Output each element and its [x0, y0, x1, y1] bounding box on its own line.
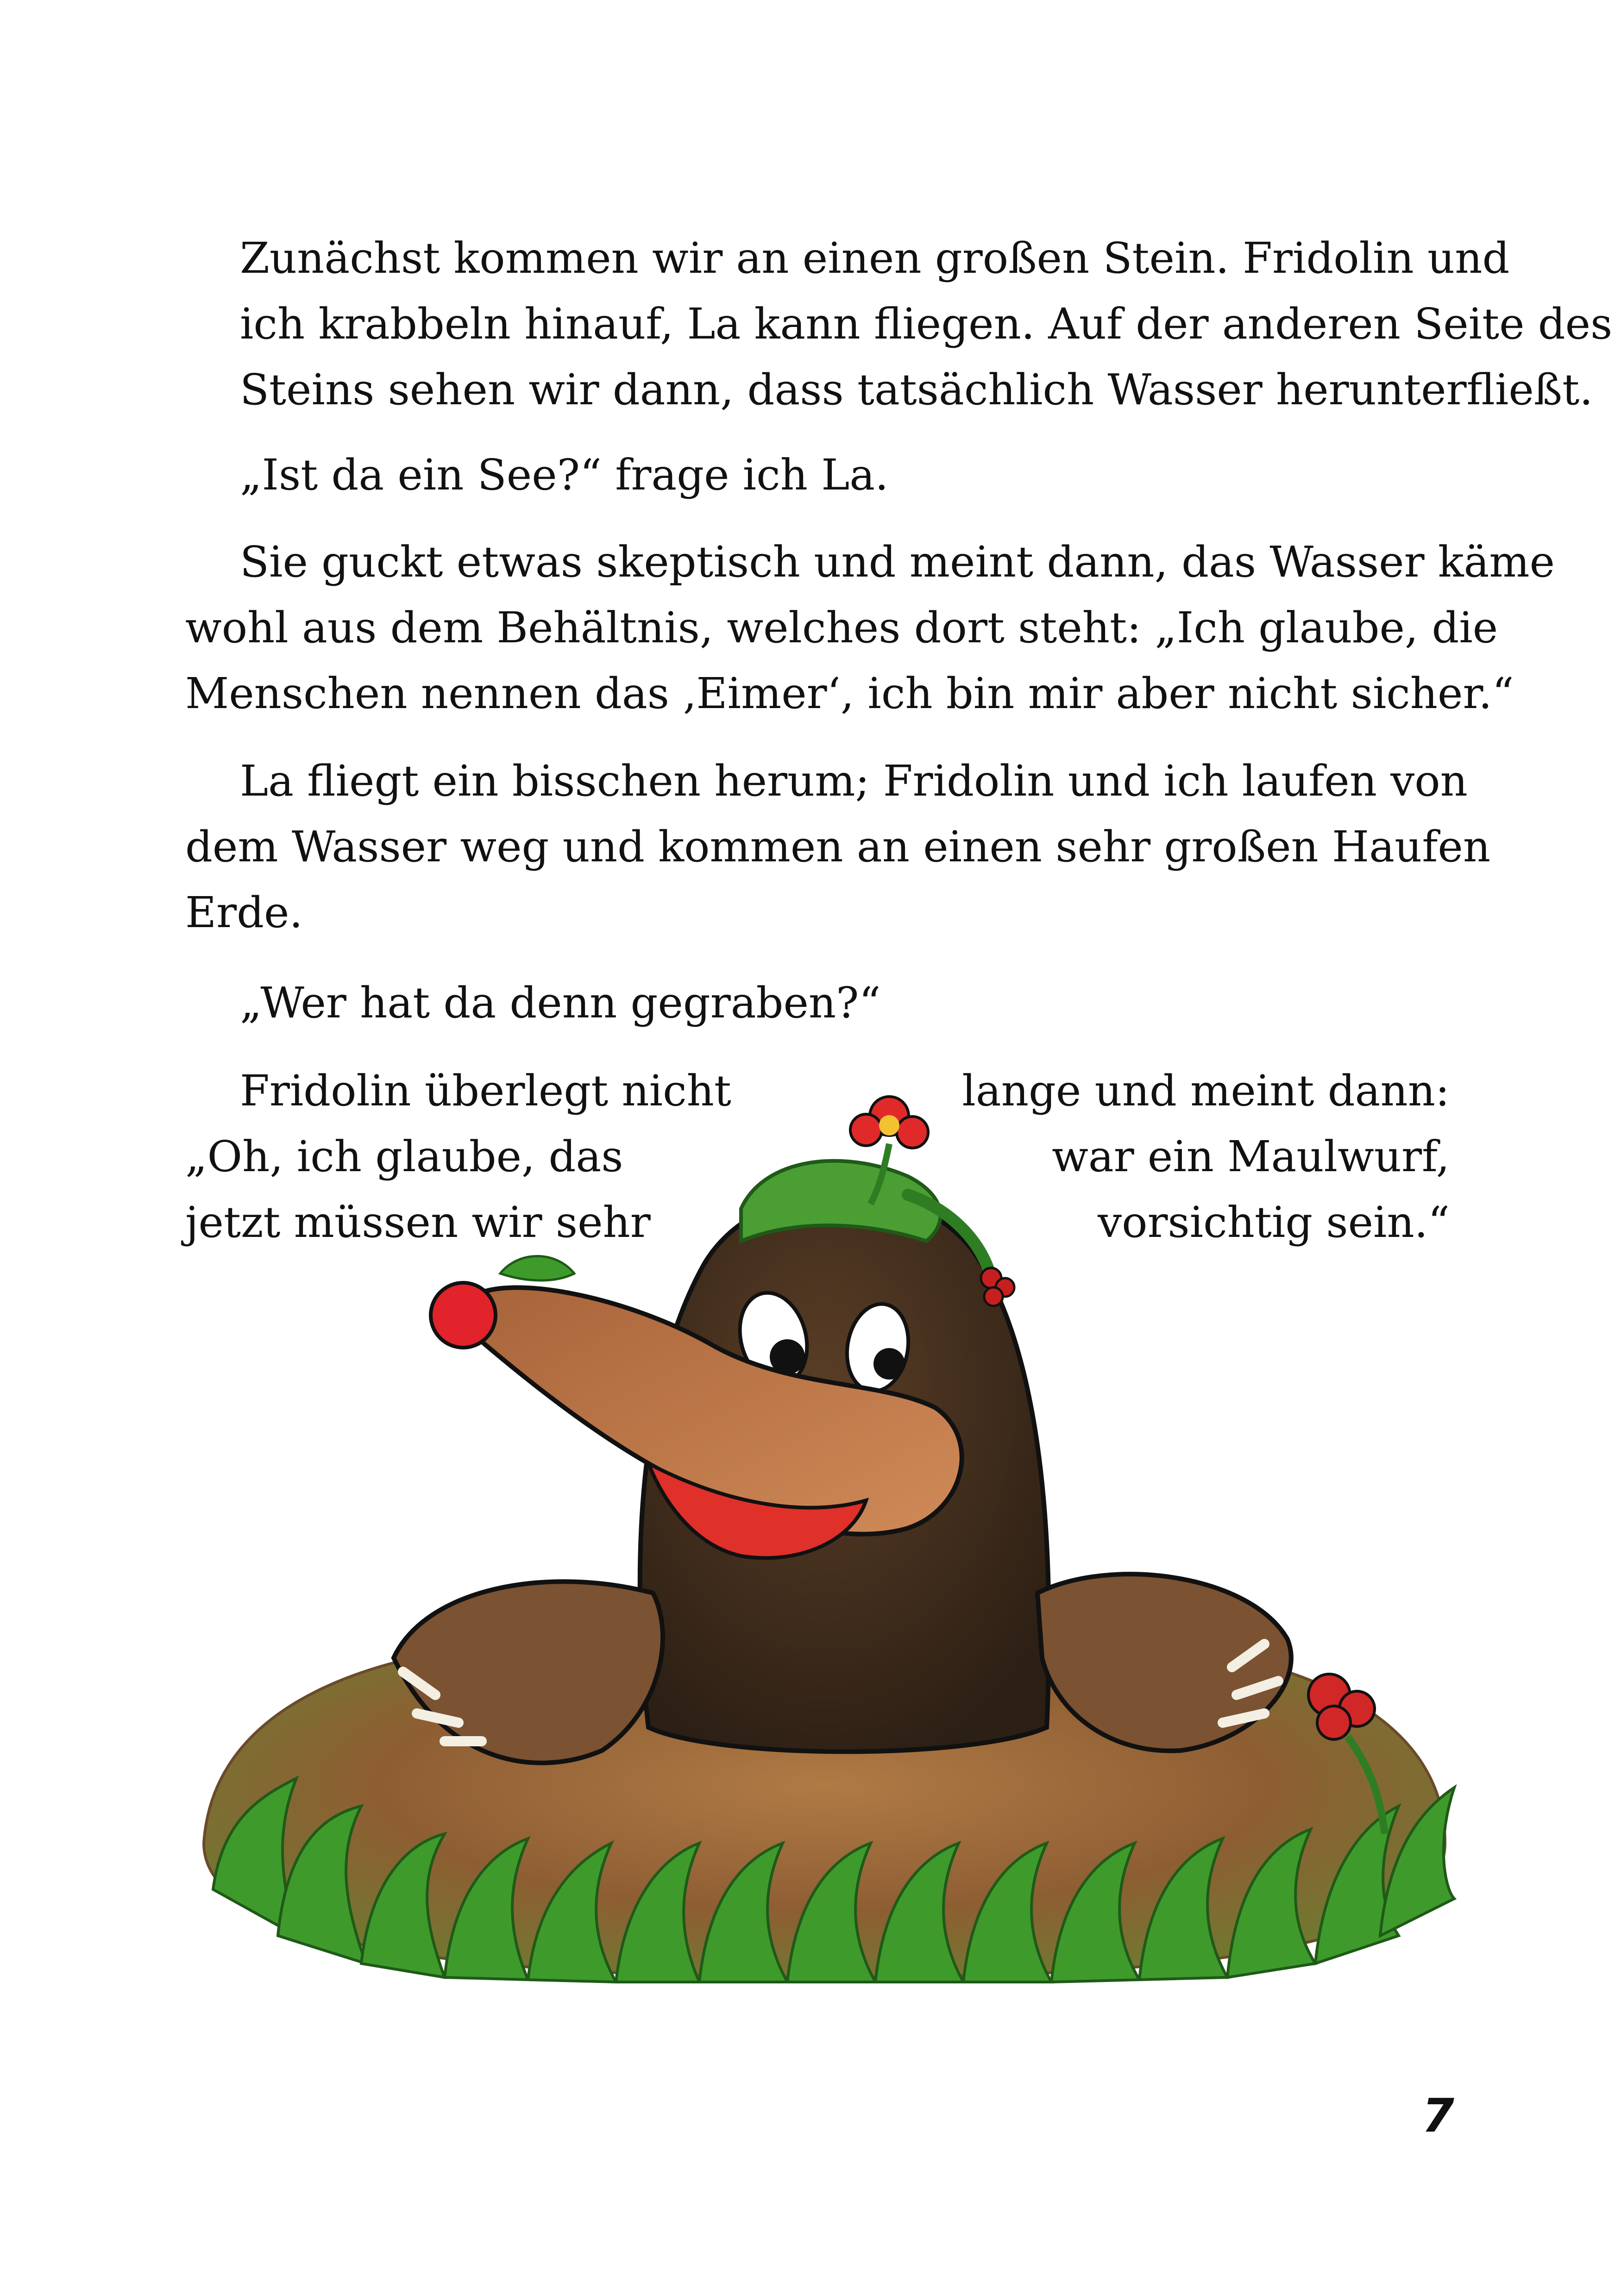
- text-line: ich krabbeln hinauf, La kann fliegen. Auf der anderen Seite des: [240, 299, 1613, 349]
- paragraph-5-text: [185, 970, 1450, 1036]
- text-line: Zunächst kommen wir an einen großen Stein. Fridolin und: [240, 233, 1510, 283]
- text-line: Steins sehen wir dann, dass tatsächlich Wasser herunterfließt.: [240, 365, 1593, 414]
- wrapped-left-text: jetzt müssen wir sehr: [185, 1198, 651, 1247]
- wrapped-left-text: Fridolin überlegt nicht: [240, 1066, 731, 1116]
- paragraph-3-text: [185, 529, 1555, 727]
- text-line: wohl aus dem Behältnis, welches dort steht: „Ich glaube, die: [185, 603, 1498, 652]
- text-line: dem Wasser weg und kommen an einen sehr großen Haufen: [185, 822, 1491, 872]
- paragraph-2-text: [185, 442, 1450, 508]
- text-line: Menschen nennen das ‚Eimer‘, ich bin mir aber nicht sicher.“: [185, 669, 1514, 718]
- paragraph-4-text: [185, 748, 1491, 946]
- wrapped-right-text: lange und meint dann:: [962, 1066, 1450, 1116]
- text-line: „Wer hat da denn gegraben?“: [240, 978, 881, 1028]
- text-line: La fliegt ein bisschen herum; Fridolin und ich laufen von: [240, 756, 1468, 806]
- mole-nose: [431, 1283, 496, 1348]
- wrapped-right-text: vorsichtig sein.“: [1098, 1198, 1450, 1247]
- wrapped-left-text: „Oh, ich glaube, das: [185, 1132, 623, 1181]
- text-line: Erde.: [185, 888, 303, 937]
- wrapped-right-text: war ein Maulwurf,: [1052, 1132, 1450, 1181]
- nose-leaf: [500, 1256, 574, 1281]
- text-line: Sie guckt etwas skeptisch und meint dann, das Wasser käme: [240, 537, 1555, 587]
- paragraph-1-text: [185, 226, 1613, 423]
- page-number: 7: [1422, 2089, 1454, 2143]
- mole-illustration: [185, 1056, 1482, 2028]
- text-line: „Ist da ein See?“ frage ich La.: [240, 450, 889, 500]
- flower-tail: [981, 1268, 1014, 1306]
